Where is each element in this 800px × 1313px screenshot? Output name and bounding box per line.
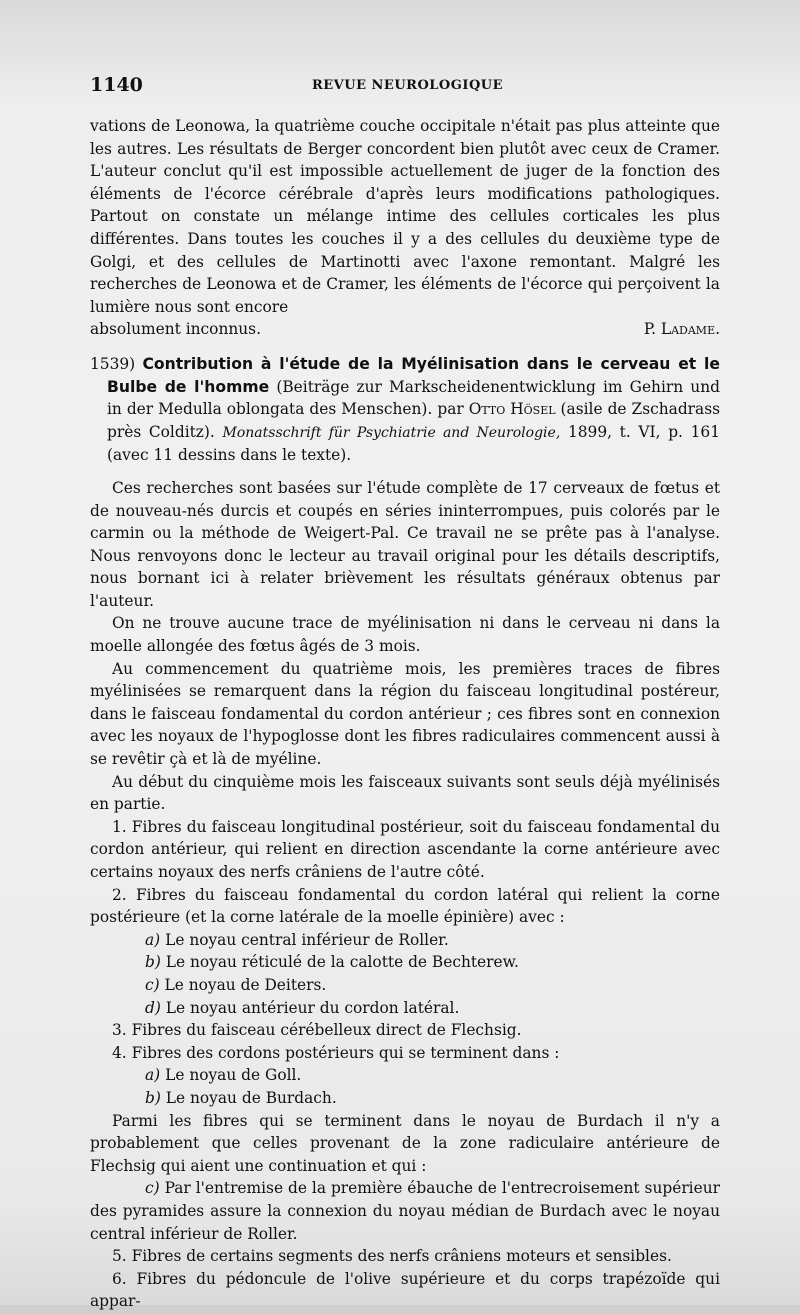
- sub-list-item: c) Le noyau de Deiters.: [145, 975, 327, 994]
- intro-last-line: absolument inconnus.: [90, 320, 261, 339]
- article-number: 1539): [90, 354, 136, 373]
- article-heading: [90, 353, 720, 467]
- sub-list-item: b) Le noyau de Burdach.: [145, 1088, 337, 1107]
- article-author: Otto Hösel: [468, 400, 556, 419]
- list-item: 6. Fibres du pédoncule de l'olive supérieure et du corps trapézoïde qui appar-: [90, 1269, 720, 1311]
- article-by: par: [437, 400, 464, 419]
- article-title: Contribution à l'étude de la Myélinisation dans le cerveau et le Bulbe de l'homme: [107, 354, 720, 396]
- body-paragraph: c) Par l'entremise de la première ébauche de l'entrecroisement supérieur des pyramides assure la connexion du noyau médian de Burdach avec le noyau central inférieur de Roller.: [90, 1179, 720, 1243]
- body-paragraph: Au commencement du quatrième mois, les premières traces de fibres myélinisées se remarquent dans la région du faisceau longitudinal postéreur, dans le faisceau fondamental du cordon antérieur ; ces fibres sont en connexion avec les noyaux de l'hypoglosse dont les fibres radiculaires commencent aussi à se revêtir çà et là de myéline.: [90, 659, 720, 769]
- sub-list-item: b) Le noyau réticulé de la calotte de Bechterew.: [145, 953, 519, 972]
- page-number: 1140: [90, 74, 143, 96]
- list-item: 2. Fibres du faisceau fondamental du cordon latéral qui relient la corne postérieure (et la corne latérale de la moelle épinière) avec :: [90, 885, 720, 927]
- section-gap: [90, 467, 720, 477]
- body-paragraph: On ne trouve aucune trace de myélinisation ni dans le cerveau ni dans la moelle allongée des fœtus âgés de 3 mois.: [90, 614, 720, 656]
- article-affiliation: (asile de Zschadrass près Colditz).: [107, 400, 720, 441]
- sub-list-item: d) Le noyau antérieur du cordon latéral.: [145, 998, 460, 1017]
- page-header: [90, 74, 725, 102]
- intro-signature-line: [90, 318, 720, 341]
- review-author: P. Ladame.: [643, 320, 720, 339]
- paragraph-letter: c): [145, 1179, 160, 1198]
- intro-paragraph: vations de Leonowa, la quatrième couche occipitale n'était pas plus atteinte que les autres. Les résultats de Berger concordent bien plutôt avec ceux de Cramer. L'auteur conclut qu'il est impossible actuellement de juger de la fonction des éléments de l'écorce cérébrale d'après leurs modifications pathologiques. Partout on constate un mélange intime des cellules corticales les plus différentes. Dans toutes les couches il y a des cellules du deuxième type de Golgi, et des cellules de Martinotti avec l'axone remontant. Malgré les recherches de Leonowa et de Cramer, les éléments de l'écorce qui perçoivent la lumière nous sont encore: [90, 117, 720, 316]
- article-journal: Monatsschrift für Psychiatrie and Neurologie,: [222, 424, 561, 441]
- page-body: [90, 115, 720, 1313]
- body-paragraph: Parmi les fibres qui se terminent dans le noyau de Burdach il n'y a probablement que celles provenant de la zone radiculaire antérieure de Flechsig qui aient une continuation et qui :: [90, 1111, 720, 1175]
- list-item: 3. Fibres du faisceau cérébelleux direct de Flechsig.: [112, 1021, 522, 1040]
- article-citation: 1899, t. VI, p. 161 (avec 11 dessins dans le texte).: [107, 422, 720, 465]
- list-item: 1. Fibres du faisceau longitudinal postérieur, soit du faisceau fondamental du cordon antérieur, qui relient en direction ascendante la corne antérieure avec certains noyaux des nerfs crâniens de l'autre côté.: [90, 817, 720, 881]
- sub-list-item: a) Le noyau de Goll.: [145, 1066, 302, 1085]
- article-original-title: (Beiträge zur Markscheidenentwicklung im Gehirn und in der Medulla oblongata des Menschen).: [107, 377, 720, 419]
- list-item: 4. Fibres des cordons postérieurs qui se terminent dans :: [112, 1043, 560, 1062]
- list-item: 5. Fibres de certains segments des nerfs crâniens moteurs et sensibles.: [112, 1247, 672, 1266]
- section-gap: [90, 341, 720, 351]
- running-title: REVUE NEUROLOGIQUE: [311, 78, 504, 93]
- sub-list-item: a) Le noyau central inférieur de Roller.: [145, 930, 449, 949]
- body-paragraph: Au début du cinquième mois les faisceaux suivants sont seuls déjà myélinisés en partie.: [90, 772, 720, 814]
- body-paragraph: Ces recherches sont basées sur l'étude complète de 17 cerveaux de fœtus et de nouveau-nés durcis et coupés en séries ininterrompues, puis colorés par le carmin ou la méthode de Weigert-Pal. Ce travail ne se prête pas à l'analyse. Nous renvoyons donc le lecteur au travail original pour les détails descriptifs, nous bornant ici à relater brièvement les résultats généraux obtenus par l'auteur.: [90, 478, 720, 610]
